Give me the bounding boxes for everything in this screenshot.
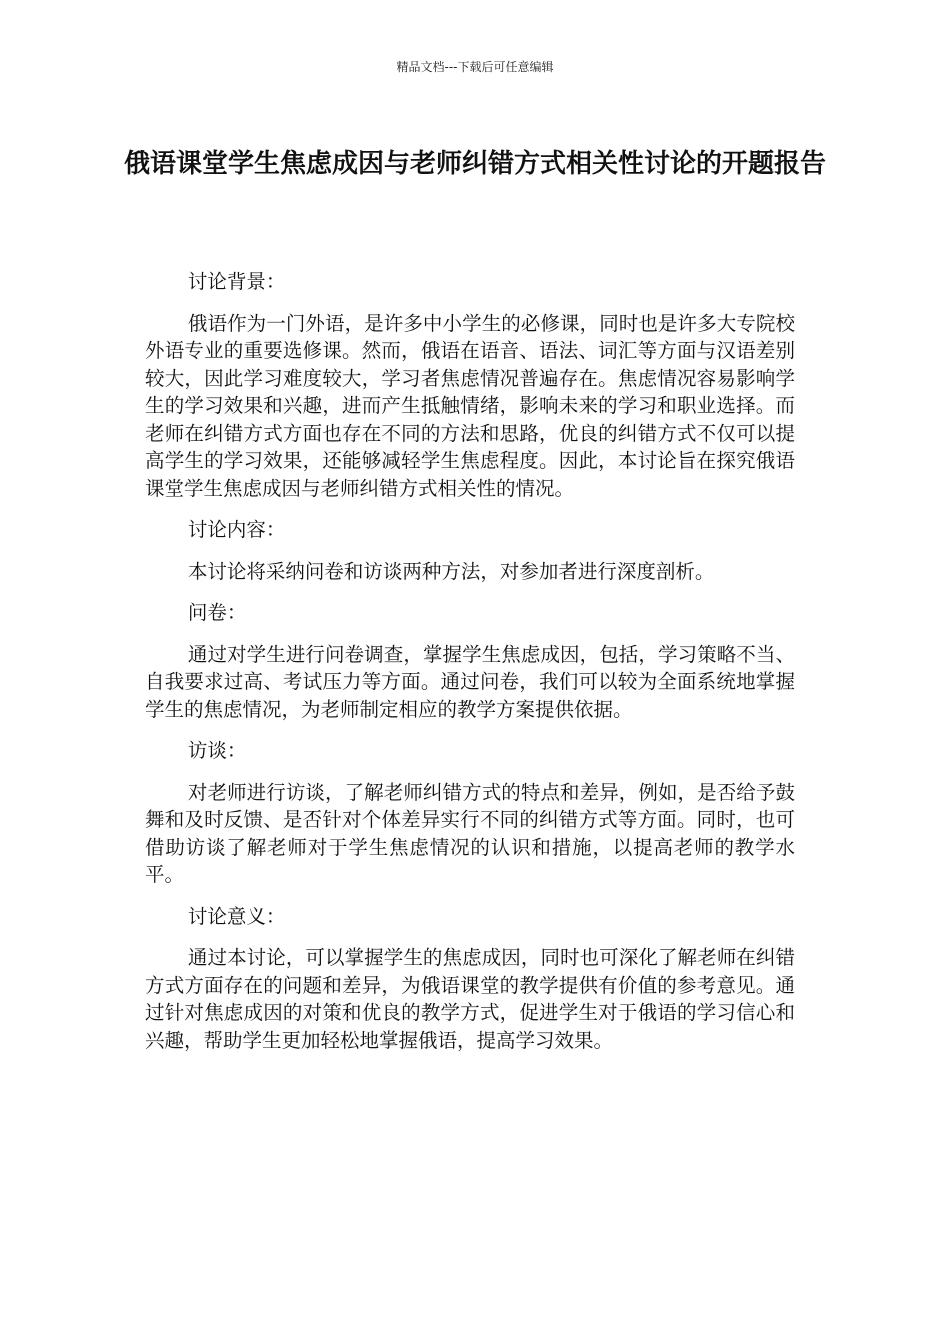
paragraph-background: 俄语作为一门外语，是许多中小学生的必修课，同时也是许多大专院校外语专业的重要选修课。然而，俄语在语音、语法、词汇等方面与汉语差别较大，因此学习难度较大，学习者焦虑情况普遍存在。焦虑情况容易影响学生的学习效果和兴趣，进而产生抵触情绪，影响未来的学习和职业选择。而老师在纠错方式方面也存在不同的方法和思路，优良的纠错方式不仅可以提高学生的学习效果，还能够减轻学生焦虑程度。因此，本讨论旨在探究俄语课堂学生焦虑成因与老师纠错方式相关性的情况。 bbox=[145, 311, 795, 500]
section-heading-content: 讨论内容： bbox=[187, 518, 286, 541]
paragraph-significance: 通过本讨论，可以掌握学生的焦虑成因，同时也可深化了解老师在纠错方式方面存在的问题和差异，为俄语课堂的教学提供有价值的参考意见。通过针对焦虑成因的对策和优良的教学方式，促进学生对于俄语的学习信心和兴趣，帮助学生更加轻松地掌握俄语，提高学习效果。 bbox=[145, 946, 795, 1052]
section-heading-background: 讨论背景： bbox=[187, 270, 286, 293]
section-heading-questionnaire: 问卷： bbox=[187, 601, 247, 624]
paragraph-interview: 对老师进行访谈，了解老师纠错方式的特点和差异，例如，是否给予鼓舞和及时反馈、是否针对个体差异实行不同的纠错方式等方面。同时，也可借助访谈了解老师对于学生焦虑情况的认识和措施，以提高老师的教学水平。 bbox=[145, 780, 795, 886]
document-body bbox=[145, 268, 795, 1068]
section-heading-interview: 访谈： bbox=[187, 739, 247, 762]
paragraph-content: 本讨论将采纳问卷和访谈两种方法，对参加者进行深度剖析。 bbox=[187, 559, 715, 583]
document-title: 俄语课堂学生焦虑成因与老师纠错方式相关性讨论的开题报告 bbox=[123, 149, 826, 179]
paragraph-questionnaire: 通过对学生进行问卷调查，掌握学生焦虑成因，包括，学习策略不当、自我要求过高、考试压力等方面。通过问卷，我们可以较为全面系统地掌握学生的焦虑情况，为老师制定相应的教学方案提供依据。 bbox=[145, 642, 795, 721]
section-heading-significance: 讨论意义： bbox=[187, 904, 286, 928]
header-note: 精品文档---下载后可任意编辑 bbox=[396, 60, 554, 74]
